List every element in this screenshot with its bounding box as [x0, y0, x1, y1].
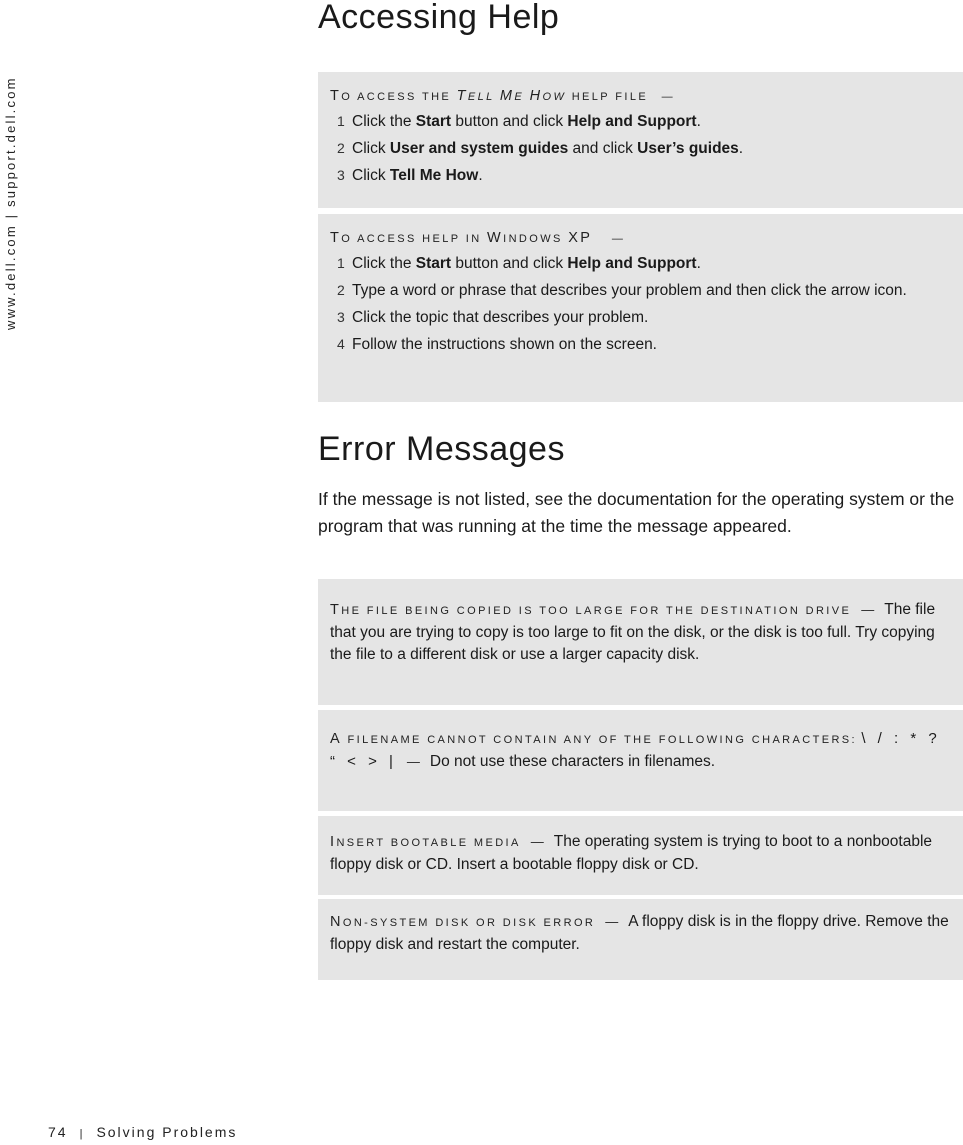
page-footer: [48, 1124, 237, 1140]
error-title: THE FILE BEING COPIED IS TOO LARGE FOR THE DESTINATION DRIVE: [330, 602, 852, 618]
error-title: NON-SYSTEM DISK OR DISK ERROR: [330, 914, 596, 930]
windows-xp-help-title: TO ACCESS HELP IN WINDOWS XP —: [330, 230, 626, 246]
list-item: 1 Click the Start button and click Help and Support.: [337, 113, 701, 130]
error-description: The file that you are trying to copy is too large to fit on the disk, or the disk is too full. Try copying the file to a different disk or use a larger capacity disk.: [330, 601, 936, 663]
error-description: The operating system is trying to boot to a nonbootable floppy disk or CD. Insert a bootable floppy disk or CD.: [330, 833, 933, 873]
error-description: A floppy disk is in the floppy drive. Remove the floppy disk and restart the computer.: [330, 913, 949, 953]
error-messages-intro: If the message is not listed, see the documentation for the operating system or the program that was running at the time the message appeared.: [318, 489, 955, 536]
list-item: 2 Type a word or phrase that describes your problem and then click the arrow icon.: [337, 282, 907, 299]
windows-xp-help-steps: [330, 252, 951, 356]
forbidden-characters: \ / : * ? “ < > |: [330, 730, 941, 770]
error-non-system-disk: NON-SYSTEM DISK OR DISK ERROR — A floppy disk is in the floppy drive. Remove the floppy disk and restart the computer.: [318, 899, 963, 980]
side-url-text: www.dell.com | support.dell.com: [3, 76, 18, 330]
tell-me-how-steps: [330, 110, 951, 187]
error-description: Do not use these characters in filenames.: [429, 753, 716, 770]
page-number: 74: [48, 1124, 68, 1140]
tell-me-how-box: [318, 72, 963, 208]
list-item: 3 Click the topic that describes your problem.: [337, 309, 649, 326]
footer-section: Solving Problems: [96, 1124, 238, 1140]
error-title: A FILENAME CANNOT CONTAIN ANY OF THE FOLLOWING CHARACTERS:: [330, 731, 858, 747]
heading-accessing-help: Accessing Help: [318, 0, 560, 36]
windows-xp-help-box: [318, 214, 963, 402]
footer-separator: |: [79, 1128, 85, 1140]
side-url: [3, 0, 23, 340]
heading-error-messages: Error Messages: [318, 430, 565, 468]
error-title: INSERT BOOTABLE MEDIA: [330, 834, 521, 850]
list-item: 1 Click the Start button and click Help and Support.: [337, 255, 701, 272]
error-file-too-large: THE FILE BEING COPIED IS TOO LARGE FOR THE DESTINATION DRIVE — The file that you are trying to copy is too large to fit on the disk, or the disk is too full. Try copying the file to a different disk or use a larger capacity disk.: [318, 579, 963, 705]
tell-me-how-title: TO ACCESS THE TELL ME HOW HELP FILE —: [330, 88, 675, 104]
list-item: 4 Follow the instructions shown on the screen.: [337, 336, 657, 353]
error-insert-bootable-media: INSERT BOOTABLE MEDIA — The operating system is trying to boot to a nonbootable floppy disk or CD. Insert a bootable floppy disk or CD.: [318, 816, 963, 895]
list-item: 3 Click Tell Me How.: [337, 167, 483, 184]
error-filename-characters: A FILENAME CANNOT CONTAIN ANY OF THE FOLLOWING CHARACTERS: \ / : * ? “ < > | — Do not use these characters in filenames.: [318, 710, 963, 811]
list-item: 2 Click User and system guides and click User’s guides.: [337, 140, 744, 157]
